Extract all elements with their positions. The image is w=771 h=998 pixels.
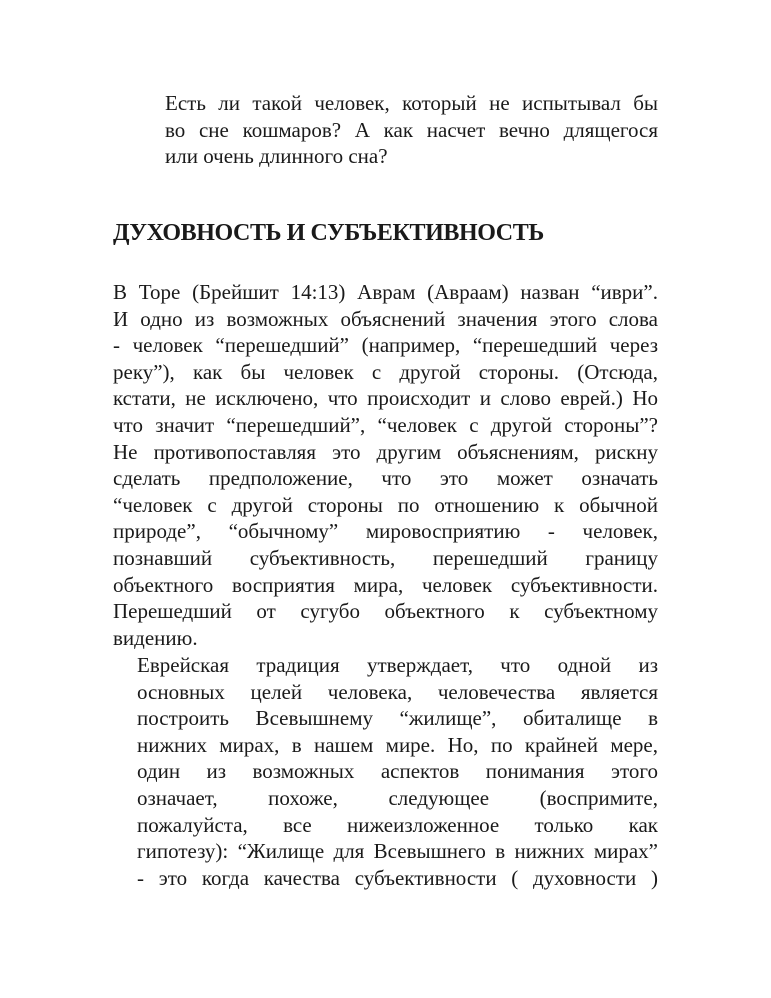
text-line: один из возможных аспектов понимания этого (137, 759, 658, 784)
section-heading: ДУХОВНОСТЬ И СУБЪЕКТИВНОСТЬ (113, 220, 544, 246)
text-line: - человек “перешедший” (например, “перешедший через (113, 333, 658, 358)
text-line: познавший субъективность, перешедший границу (113, 545, 658, 570)
text-line: что значит “перешедший”, “человек с другой стороны”? (113, 412, 658, 437)
text-line: основных целей человека, человечества является (137, 679, 658, 704)
text-line: Есть ли такой человек, который не испытывал бы (165, 91, 658, 115)
text-line: видению. (113, 625, 198, 650)
text-line: В Торе (Брейшит 14:13) Аврам (Авраам) назван “иври”. (113, 280, 658, 304)
text-line: означает, похоже, следующее (воспримите, (137, 785, 658, 810)
text-line: кстати, не исключено, что происходит и слово еврей.) Но (113, 386, 658, 411)
text-line: реку”), как бы человек с другой стороны. (Отсюда, (113, 359, 658, 384)
text-line: объектного восприятия мира, человек субъективности. (113, 572, 658, 597)
second-paragraph (137, 652, 658, 891)
text-line: Перешедший от сугубо объектного к субъектному (113, 599, 658, 624)
text-line: - это когда качества субъективности ( духовности ) (137, 865, 658, 890)
text-line: пожалуйста, все нижеизложенное только как (137, 812, 658, 837)
main-paragraph (113, 279, 658, 651)
intro-paragraph (165, 90, 658, 170)
text-line: сделать предположение, что это может означать (113, 466, 658, 491)
text-line: Еврейская традиция утверждает, что одной из (137, 653, 658, 677)
text-line: во сне кошмаров? А как насчет вечно длящегося (165, 117, 658, 142)
text-line: И одно из возможных объяснений значения этого слова (113, 306, 658, 331)
text-line: гипотезу): “Жилище для Всевышнего в нижних мирах” (137, 839, 658, 864)
text-line: построить Всевышнему “жилище”, обиталище в (137, 706, 658, 731)
text-line: Не противопоставляя это другим объяснениям, рискну (113, 439, 658, 464)
text-line: или очень длинного сна? (165, 144, 388, 169)
text-line: природе”, “обычному” мировосприятию - человек, (113, 519, 658, 544)
text-line: нижних мирах, в нашем мире. Но, по крайней мере, (137, 732, 658, 757)
text-line: “человек с другой стороны по отношению к обычной (113, 492, 658, 517)
